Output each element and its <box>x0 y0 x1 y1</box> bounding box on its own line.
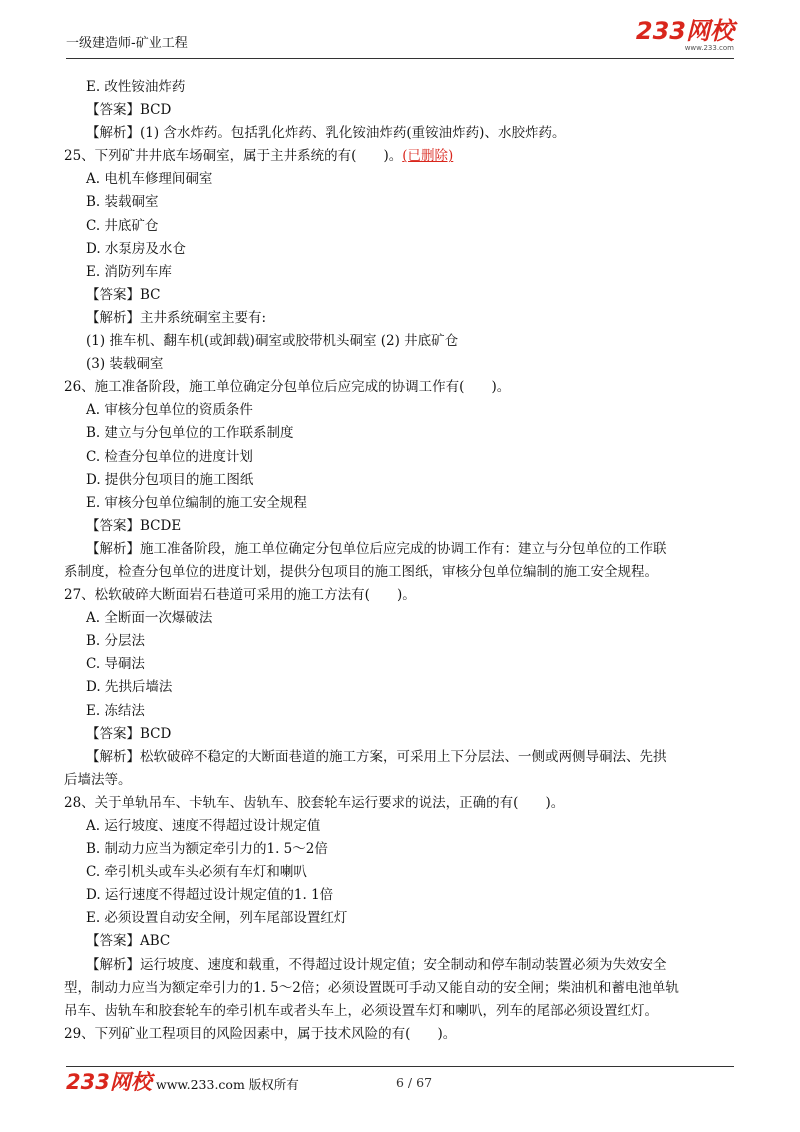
option-line: E. 改性铵油炸药 <box>86 79 186 95</box>
analysis-line: (3) 装载硐室 <box>86 356 164 373</box>
document-body <box>64 76 734 1046</box>
option-line: B. 分层法 <box>86 633 146 650</box>
option-line: D. 运行速度不得超过设计规定值的1. 1倍 <box>86 887 334 904</box>
option-line: E. 消防列车库 <box>86 263 172 280</box>
answer-line: 【答案】BC <box>86 286 161 303</box>
page-footer <box>66 1070 734 1098</box>
brand-logo[interactable] <box>636 18 734 52</box>
answer-line: 【答案】ABC <box>86 933 171 950</box>
option-line: A. 电机车修理间硐室 <box>86 171 213 188</box>
question-27: 27、松软破碎大断面岩石巷道可采用的施工方法有( )。 <box>64 587 416 604</box>
option-line: B. 建立与分包单位的工作联系制度 <box>86 425 294 442</box>
option-line: E. 审核分包单位编制的施工安全规程 <box>86 494 307 511</box>
footer-copyright: www.233.com 版权所有 <box>156 1077 299 1092</box>
answer-line: 【答案】BCDE <box>86 517 182 534</box>
question-26: 26、施工准备阶段，施工单位确定分包单位后应完成的协调工作有( )。 <box>64 379 511 396</box>
analysis-line: 【解析】松软破碎不稳定的大断面巷道的施工方案，可采用上下分层法、一侧或两侧导硐法、先拱 <box>86 748 667 765</box>
answer-line: 【答案】BCD <box>86 102 172 119</box>
option-line: C. 检查分包单位的进度计划 <box>86 448 253 465</box>
page-number: 6 / 67 <box>396 1075 433 1090</box>
option-line: C. 井底矿仓 <box>86 217 159 234</box>
option-line: D. 水泵房及水仓 <box>86 240 186 257</box>
option-line: C. 导硐法 <box>86 656 145 673</box>
question-28: 28、关于单轨吊车、卡轨车、齿轨车、胶套轮车运行要求的说法，正确的有( )。 <box>64 794 565 811</box>
analysis-line: 系制度，检查分包单位的进度计划，提供分包项目的施工图纸，审核分包单位编制的施工安全规程。 <box>64 563 658 580</box>
question-text: 25、下列矿井井底车场硐室，属于主井系统的有( )。 <box>64 148 403 165</box>
answer-line: 【答案】BCD <box>86 725 172 742</box>
header-title: 一级建造师-矿业工程 <box>66 36 188 51</box>
option-line: B. 装载硐室 <box>86 194 159 211</box>
option-line: E. 冻结法 <box>86 702 145 719</box>
option-line: D. 提供分包项目的施工图纸 <box>86 471 254 488</box>
deleted-tag: (已删除) <box>402 148 454 165</box>
option-line: A. 审核分包单位的资质条件 <box>86 402 253 419</box>
option-line: B. 制动力应当为额定牵引力的1. 5～2倍 <box>86 841 328 858</box>
analysis-line: (1) 推车机、翻车机(或卸载)硐室或胶带机头硐室 (2) 井底矿仓 <box>86 333 459 350</box>
footer-divider <box>66 1066 734 1067</box>
analysis-line: 后墙法等。 <box>64 771 132 788</box>
page-header <box>66 18 734 58</box>
analysis-line: 【解析】施工准备阶段，施工单位确定分包单位后应完成的协调工作有：建立与分包单位的工作联 <box>86 540 667 557</box>
analysis-line: 吊车、齿轨车和胶套轮车的牵引机车或者头车上，必须设置车灯和喇叭，列车的尾部必须设置红灯。 <box>64 1002 658 1019</box>
analysis-line: 【解析】运行坡度、速度和载重，不得超过设计规定值；安全制动和停车制动装置必须为失效安全 <box>86 956 667 973</box>
option-line: A. 运行坡度、速度不得超过设计规定值 <box>86 818 321 834</box>
option-line: D. 先拱后墙法 <box>86 679 173 696</box>
question-25 <box>64 145 734 168</box>
footer-logo[interactable]: 233网校 <box>66 1070 152 1094</box>
logo-url-text: www.233.com <box>684 44 734 52</box>
logo-main-text: 233网校 <box>635 17 734 45</box>
analysis-line: 型，制动力应当为额定牵引力的1. 5～2倍；必须设置既可手动又能自动的安全闸；柴油机和蓄电池单轨 <box>64 979 679 996</box>
analysis-line: 【解析】(1) 含水炸药。包括乳化炸药、乳化铵油炸药(重铵油炸药)、水胶炸药。 <box>86 125 566 142</box>
option-line: C. 牵引机头或车头必须有车灯和喇叭 <box>86 864 307 881</box>
header-divider <box>66 58 734 59</box>
analysis-line: 【解析】主井系统硐室主要有: <box>86 309 267 326</box>
option-line: A. 全断面一次爆破法 <box>86 610 213 627</box>
question-29: 29、下列矿业工程项目的风险因素中，属于技术风险的有( )。 <box>64 1025 457 1042</box>
option-line: E. 必须设置自动安全闸，列车尾部设置红灯 <box>86 910 348 927</box>
